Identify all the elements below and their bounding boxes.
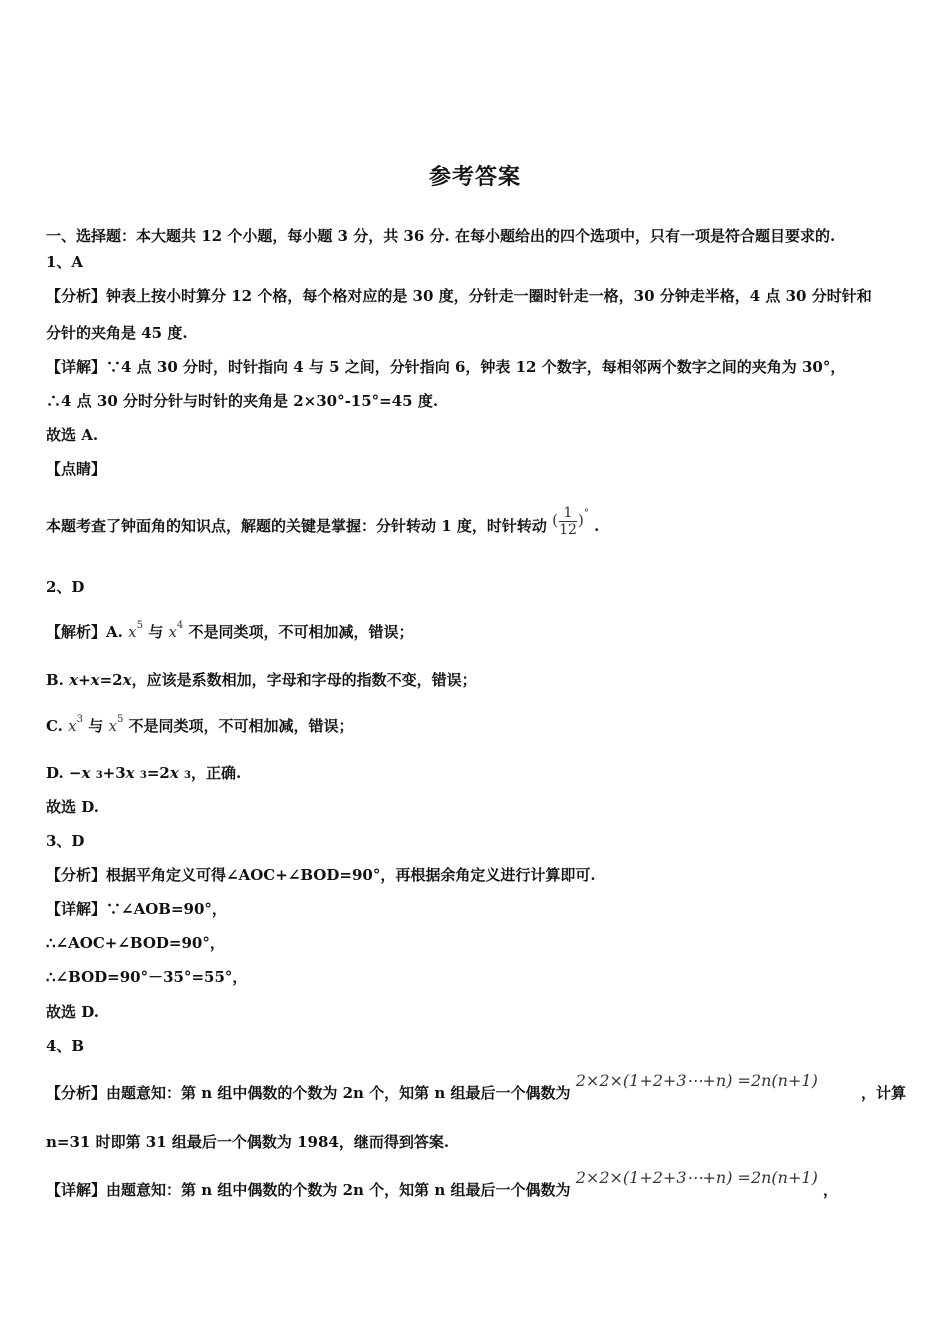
q4-analysis-2: n=31 时即第 31 组最后一个偶数为 1984，继而得到答案. — [46, 1133, 450, 1151]
q4-analysis-1 — [46, 1071, 906, 1103]
q2-head: 2、D — [46, 578, 85, 596]
q2-c-term1: $x^3$ — [68, 714, 83, 735]
q1-fraction: ( $\frac{1}{12}$ )° — [552, 504, 589, 538]
q3-detail-3: ∴∠BOD=90°－35°=55°， — [46, 968, 248, 986]
q4-detail-1 — [46, 1168, 839, 1200]
q2-b-text: ，应该是系数相加，字母和字母的指数不变，错误； — [131, 671, 477, 689]
q1-frac-num: 1 — [563, 504, 573, 521]
q1-conclusion: 故选 A. — [46, 426, 99, 444]
q3-detail-2: ∴∠AOC+∠BOD=90°， — [46, 934, 225, 952]
q2-option-b — [46, 670, 477, 690]
page-title: 参考答案 — [428, 165, 521, 190]
q1-comment — [46, 504, 600, 547]
q2-option-c — [46, 716, 354, 739]
section-header: 一、选择题：本大题共 12 个小题，每小题 3 分，共 36 分. 在每小题给出的四个选项中，只有一项是符合题目要求的. — [46, 227, 836, 245]
q3-conclusion: 故选 D. — [46, 1003, 99, 1021]
q4-analysis-1-text: 【分析】由题意知：第 n 组中偶数的个数为 2n 个，知第 n 组最后一个偶数为 — [46, 1084, 571, 1102]
q2-c-term2: $x^5$ — [108, 714, 124, 735]
q1-analysis-1: 【分析】钟表上按小时算分 12 个格，每个格对应的是 30 度，分针走一圈时针走一格，30 分钟走半格，4 点 30 分时针和 — [46, 287, 872, 305]
q2-option-d — [46, 763, 241, 786]
q2-option-a — [46, 622, 414, 645]
q2-a-mid: 与 — [148, 623, 164, 641]
q3-analysis: 【分析】根据平角定义可得∠AOC+∠BOD=90°，再根据余角定义进行计算即可. — [46, 866, 596, 884]
q2-conclusion: 故选 D. — [46, 798, 99, 816]
q1-detail-2: ∴4 点 30 分时分针与时针的夹角是 2×30°-15°=45 度. — [46, 392, 439, 410]
q4-detail-1-text: 【详解】由题意知：第 n 组中偶数的个数为 2n 个，知第 n 组最后一个偶数为 — [46, 1181, 571, 1199]
q2-c-suffix: 不是同类项，不可相加减，错误； — [128, 717, 354, 735]
q4-detail-1-end: ， — [823, 1181, 839, 1199]
q1-comment-end: . — [594, 517, 600, 535]
q2-a-term2: $x^4$ — [168, 620, 184, 641]
q2-d-text: ，正确. — [191, 764, 242, 782]
q4-head: 4、B — [46, 1037, 85, 1055]
q1-comment-text: 本题考查了钟面角的知识点，解题的关键是掌握：分针转动 1 度，时针转动 — [46, 517, 547, 535]
q2-a-suffix: 不是同类项，不可相加减，错误； — [188, 623, 414, 641]
q4-formula-2: 2×2×(1+2+3⋯+n) =2n(n+1) — [575, 1168, 818, 1187]
q4-formula-1: 2×2×(1+2+3⋯+n) =2n(n+1) — [575, 1071, 818, 1090]
q4-analysis-1-end: ，计算 — [860, 1084, 906, 1102]
q2-a-term1: $x^5$ — [128, 620, 143, 641]
q1-comment-label: 【点睛】 — [46, 460, 107, 478]
q2-a-prefix: 【解析】A. — [46, 623, 123, 641]
q2-d-expression: D. −x 3+3x 3=2x 3 — [46, 764, 191, 782]
q1-detail-1: 【详解】∵4 点 30 分时，时针指向 4 与 5 之间，分针指向 6，钟表 12 个数字，每相邻两个数字之间的夹角为 30°， — [46, 358, 846, 376]
q1-head: 1、A — [46, 253, 84, 271]
q2-c-mid: 与 — [88, 717, 104, 735]
q1-analysis-2: 分针的夹角是 45 度. — [46, 324, 188, 342]
q2-c-prefix: C. — [46, 717, 63, 735]
q2-b-expression: B. x+x=2x — [46, 671, 132, 689]
q3-detail-1: 【详解】∵∠AOB=90°， — [46, 900, 227, 918]
q3-head: 3、D — [46, 832, 85, 850]
q1-frac-den: 12 — [559, 521, 577, 538]
